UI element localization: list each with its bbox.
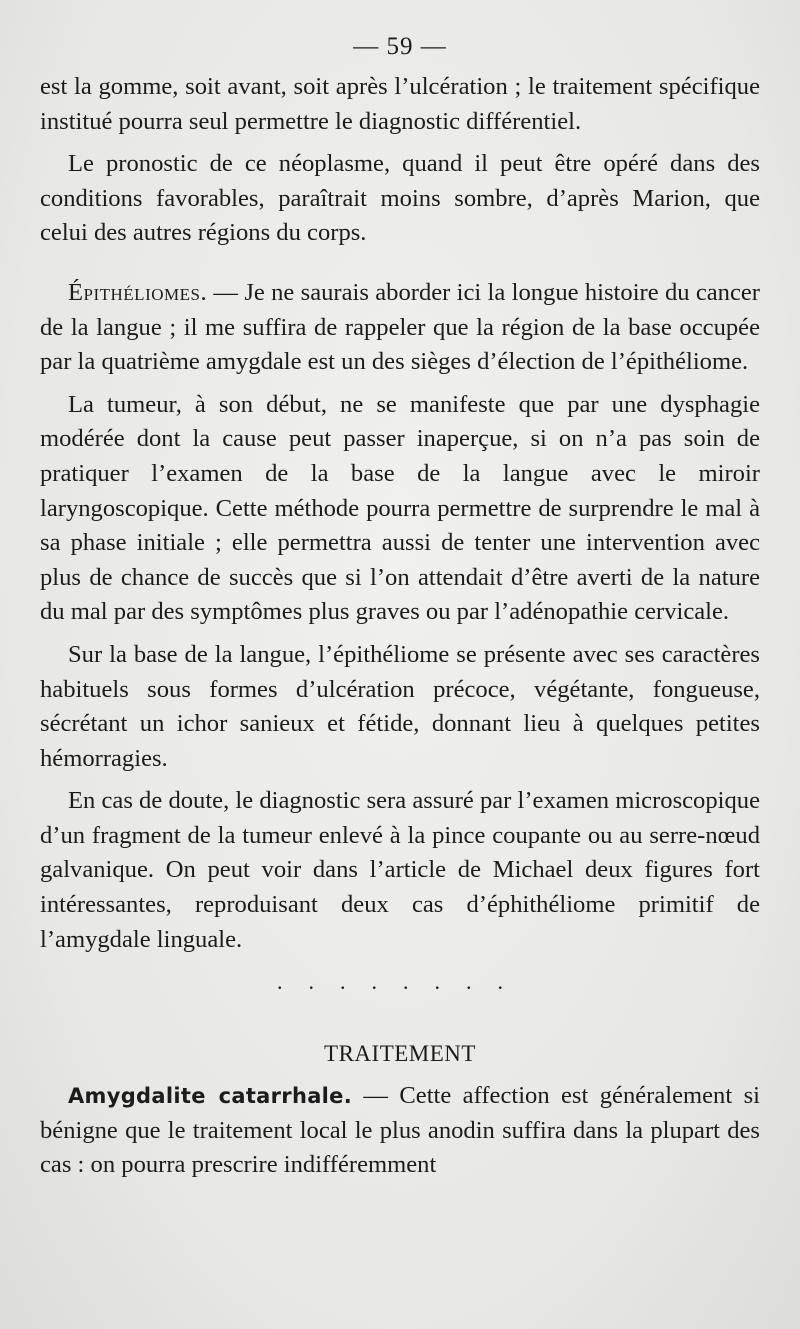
paragraph-doute: En cas de doute, le diagnostic sera assuré par l’examen microscopique d’un fragment de la tumeur enlevé à la pince coupante ou au serre-nœud galvanique. On peut voir dans l’article de Michael deux figures fort intéressantes, reproduisant deux cas d’éphithéliome primitif de l’amygdale linguale. bbox=[40, 787, 760, 953]
separator-dot: . bbox=[371, 969, 377, 995]
separator-dot: . bbox=[340, 969, 346, 995]
separator-dot: . bbox=[434, 969, 440, 995]
paragraph-base-langue: Sur la base de la langue, l’épithéliome se présente avec ses caractères habituels sous formes d’ulcération précoce, végétante, fongueuse, sécrétant un ichor sanieux et fétide, donnant lieu à quelques petites hémorragies. bbox=[40, 640, 760, 772]
paragraph-amygdalite bbox=[40, 1079, 760, 1183]
epitheliomes-text: — Je ne saurais aborder ici la longue histoire du cancer de la langue ; il me suffira de rappeler que la région de la base occupée par la quatrième amygdale est un des sièges d’élection de l’épithéliome. bbox=[40, 278, 760, 376]
paragraph-gomme-continuation: est la gomme, soit avant, soit après l’ulcération ; le traitement spécifique institué pourra seul permettre le diagnostic différentiel. bbox=[40, 73, 760, 135]
separator-dot: . bbox=[308, 969, 314, 995]
epitheliomes-heading: Épithéliomes. bbox=[68, 278, 208, 306]
section-heading-traitement: TRAITEMENT bbox=[324, 1041, 476, 1067]
separator-dot: . bbox=[277, 969, 283, 995]
amygdalite-text: — Cette affection est généralement si bénigne que le traitement local le plus anodin suffira dans la plupart des cas : on pourra prescrire indifféremment bbox=[40, 1082, 760, 1179]
separator-dots bbox=[240, 967, 540, 997]
separator-dot: . bbox=[497, 969, 503, 995]
amygdalite-heading: Amygdalite catarrhale. bbox=[68, 1084, 352, 1109]
paragraph-epitheliomes bbox=[40, 276, 760, 380]
paragraph-tumeur: La tumeur, à son début, ne se manifeste que par une dysphagie modérée dont la cause peut passer inaperçue, si on n’a pas soin de pratiquer l’examen de la base de la langue avec le miroir laryngoscopique. Cette méthode pourra permettre de surprendre le mal à sa phase initiale ; elle permettra aussi de tenter une intervention avec plus de chance de succès que si l’on attendait d’être averti de la nature du mal par des symptômes plus graves ou par l’adénopathie cervicale. bbox=[40, 390, 760, 626]
paragraph-pronostic: Le pronostic de ce néoplasme, quand il peut être opéré dans des conditions favorables, paraîtrait moins sombre, d’après Marion, que celui des autres régions du corps. bbox=[40, 150, 760, 247]
page-number: — 59 — bbox=[353, 33, 447, 60]
separator-dot: . bbox=[466, 969, 472, 995]
separator-dot: . bbox=[403, 969, 409, 995]
